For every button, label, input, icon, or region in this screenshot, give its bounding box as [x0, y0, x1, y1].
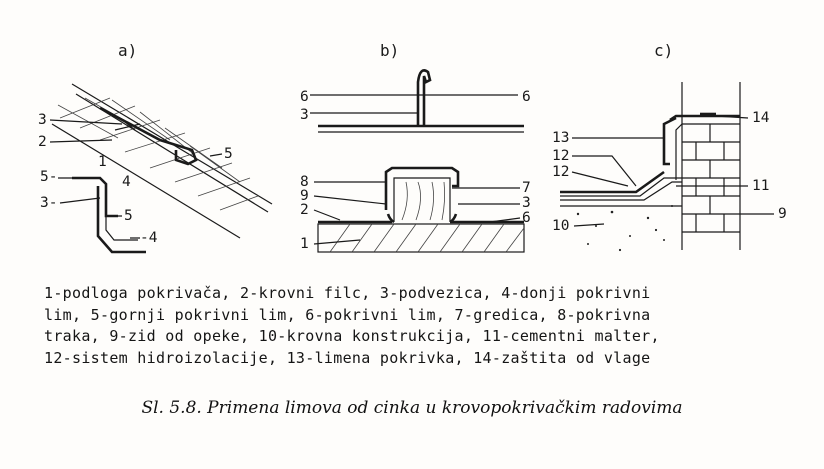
panel-b-label-8: 8 — [300, 174, 309, 190]
panel-c-label-13: 13 — [552, 130, 570, 146]
panel-a-label-3-lower: 3- — [40, 195, 58, 211]
concrete-slab — [577, 205, 673, 251]
legend-line: 12-sistem hidroizolacije, 13-limena pokrivka, 14-zaštita od vlage — [44, 348, 651, 367]
panel-c-label-11: 11 — [752, 178, 770, 194]
panel-c-label-10: 10 — [552, 218, 570, 234]
legend-line: traka, 9-zid od opeke, 10-krovna konstrukcija, 11-cementni malter, — [44, 327, 660, 345]
panel-a-label-4-bottom: -4 — [140, 230, 158, 246]
panel-c-label-12: 12 — [552, 148, 570, 164]
panel-b-drawing — [300, 41, 531, 252]
panel-a-label-2: 2 — [38, 134, 47, 150]
panel-a-label-5: 5 — [224, 146, 233, 162]
panel-b-label-2: 2 — [300, 202, 309, 218]
panel-a-label-4: 4 — [122, 174, 131, 190]
panel-a-label-1: 1 — [98, 154, 107, 170]
panel-b-title: b) — [380, 41, 400, 60]
panel-b-label-1: 1 — [300, 236, 309, 252]
legend — [44, 283, 814, 369]
panel-a-drawing — [38, 41, 272, 252]
panel-a-label-3: 3 — [38, 112, 47, 128]
panel-a-label-5-lower: 5- — [40, 169, 58, 185]
panel-c-label-14: 14 — [752, 110, 770, 126]
figure-caption: Sl. 5.8. Primena limova od cinka u krovopokrivačkim radovima — [141, 398, 683, 418]
panel-c-label-12-b: 12 — [552, 164, 570, 180]
legend-line: 1-podloga pokrivača, 2-krovni filc, 3-podvezica, 4-donji pokrivni — [44, 284, 651, 302]
panel-b-label-9: 9 — [300, 188, 309, 204]
panel-b-label-7: 7 — [522, 180, 531, 196]
panel-a-label-5-bottom: 5 — [124, 208, 133, 224]
panel-b-label-3-right: 3 — [522, 195, 531, 211]
panel-b-label-3: 3 — [300, 107, 309, 123]
panel-a-title: a) — [118, 41, 138, 60]
legend-line: lim, 5-gornji pokrivni lim, 6-pokrivni lim, 7-gredica, 8-pokrivna — [44, 305, 651, 324]
panel-b-label-6-right: 6 — [522, 89, 531, 105]
panel-c-title: c) — [654, 41, 674, 60]
panel-c-label-9: 9 — [778, 206, 787, 222]
panel-b-label-6-left: 6 — [300, 89, 309, 105]
panel-c-drawing — [552, 41, 787, 251]
panel-b-label-6-bottom: 6 — [522, 210, 531, 226]
